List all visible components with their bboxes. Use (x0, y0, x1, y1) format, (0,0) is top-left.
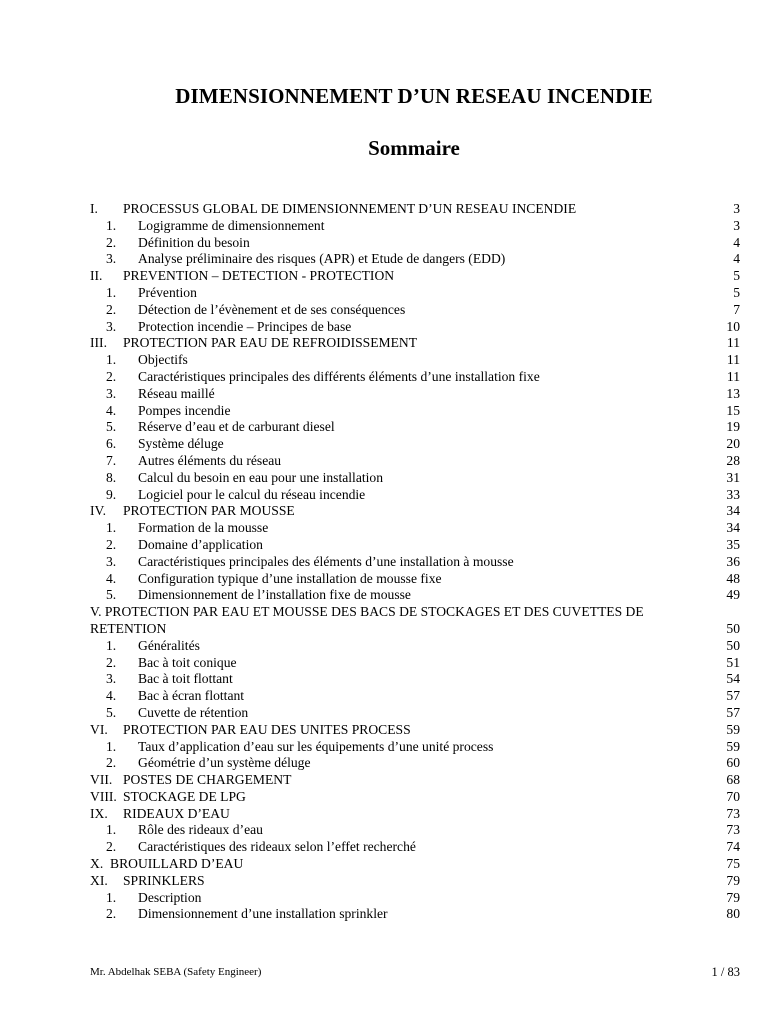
toc-entry (90, 201, 740, 218)
toc-entry-number: 5. (106, 704, 117, 720)
toc-entry-title: Autres éléments du réseau (138, 452, 282, 468)
toc-entry (90, 319, 740, 336)
toc-entry-page: 60 (726, 755, 740, 771)
toc-entry-page: 7 (733, 301, 740, 317)
toc-entry-number: 4. (106, 402, 117, 418)
toc-entry (90, 806, 740, 823)
toc-entry-page: 50 (726, 620, 740, 636)
toc-entry-number: VIII. (90, 788, 117, 804)
toc-entry-page: 5 (733, 284, 740, 300)
toc-entry-number: 2. (106, 654, 117, 670)
toc-entry-title: Bac à écran flottant (138, 688, 245, 704)
toc-entry-title: Dimensionnement de l’installation fixe de mousse (138, 587, 411, 603)
toc-entry-title: Géométrie d’un système déluge (138, 755, 311, 771)
toc-entry (90, 268, 740, 285)
toc-entry-title: Pompes incendie (138, 402, 231, 418)
toc-entry (90, 386, 740, 403)
toc-entry-page: 11 (726, 368, 740, 384)
toc-entry-number: 1. (106, 889, 117, 905)
toc-entry-title: RIDEAUX D’EAU (123, 805, 230, 821)
toc-entry-page: 4 (733, 234, 740, 250)
toc-entry-title: Logiciel pour le calcul du réseau incendie (138, 486, 366, 502)
toc-entry-title: Cuvette de rétention (138, 704, 249, 720)
toc-entry (90, 470, 740, 487)
toc-entry-page: 11 (726, 335, 740, 351)
toc-entry-page: 51 (726, 654, 740, 670)
toc-entry-number: III. (90, 335, 107, 351)
toc-entry-page: 57 (726, 688, 740, 704)
toc-entry (90, 856, 740, 873)
toc-entry-title: Réseau maillé (138, 385, 215, 401)
toc-entry (90, 503, 740, 520)
toc-entry-title: PREVENTION – DETECTION - PROTECTION (123, 268, 395, 284)
toc-entry-number: 3. (106, 318, 117, 334)
toc-entry (90, 235, 740, 252)
toc-entry-number: 5. (106, 587, 117, 603)
toc-entry-title: PROTECTION PAR EAU DE REFROIDISSEMENT (123, 335, 418, 351)
toc-entry (90, 419, 740, 436)
toc-entry-page: 35 (726, 536, 740, 552)
toc-entry-number: II. (90, 268, 103, 284)
toc-entry-number: 8. (106, 469, 117, 485)
toc-entry (90, 302, 740, 319)
toc-entry-number: VII. (90, 772, 113, 788)
toc-entry-title: Logigramme de dimensionnement (138, 217, 325, 233)
toc-entry-number: 1. (106, 637, 117, 653)
document-subtitle: Sommaire (368, 136, 460, 160)
toc-entry (90, 772, 740, 789)
toc-entry-page: 54 (726, 671, 740, 687)
toc-entry-number: 2. (106, 755, 117, 771)
toc-entry-title: Domaine d’application (138, 536, 263, 552)
toc-entry-page: 33 (726, 486, 740, 502)
toc-entry (90, 537, 740, 554)
toc-entry-number: XI. (90, 872, 108, 888)
toc-entry-page: 11 (726, 352, 740, 368)
toc-entry (90, 587, 740, 604)
toc-entry-page: 75 (726, 856, 740, 872)
footer-author: Mr. Abdelhak SEBA (Safety Engineer) (90, 966, 262, 978)
toc-entry-page: 79 (726, 872, 740, 888)
toc-entry-number: 3. (106, 553, 117, 569)
toc-entry-text (90, 604, 740, 638)
toc-entry-number: 1. (106, 822, 117, 838)
toc-entry-page: 68 (726, 772, 740, 788)
toc-entry-page: 80 (726, 906, 740, 922)
toc-entry-number: 2. (106, 368, 117, 384)
toc-entry (90, 822, 740, 839)
toc-entry (90, 755, 740, 772)
toc-entry (90, 369, 740, 386)
toc-entry-page: 34 (726, 503, 740, 519)
toc-entry-title: Taux d’application d’eau sur les équipements d’une unité process (138, 738, 494, 754)
toc-entry (90, 436, 740, 453)
toc-entry-number: IX. (90, 805, 108, 821)
toc-entry-title: Rôle des rideaux d’eau (138, 822, 263, 838)
toc-entry (90, 739, 740, 756)
toc-entry-title: PROTECTION PAR EAU ET MOUSSE DES BACS DE STOCKAGES ET DES CUVETTES DE (104, 604, 644, 620)
toc-entry-page: 15 (726, 402, 740, 418)
toc-entry-title: Formation de la mousse (138, 520, 269, 536)
toc-entry (90, 335, 740, 352)
toc-entry-title: PROTECTION PAR EAU DES UNITES PROCESS (123, 721, 411, 737)
toc-entry-number: 3. (106, 251, 117, 267)
toc-entry (90, 520, 740, 537)
toc-entry (90, 604, 740, 638)
toc-entry-page: 13 (726, 385, 740, 401)
toc-entry-title: Détection de l’évènement et de ses conséquences (138, 301, 406, 317)
toc-entry-title: Définition du besoin (138, 234, 250, 250)
toc-entry-page: 3 (733, 217, 740, 233)
toc-entry-title: Prévention (138, 284, 197, 300)
toc-entry-title: Protection incendie – Principes de base (138, 318, 352, 334)
toc-entry-title: Calcul du besoin en eau pour une installation (138, 469, 384, 485)
toc-entry (90, 839, 740, 856)
toc-entry-number: 1. (106, 352, 117, 368)
toc-entry-page: 73 (726, 822, 740, 838)
toc-entry-page: 50 (726, 637, 740, 653)
toc-entry (90, 705, 740, 722)
toc-entry-title-continued: RETENTION (90, 620, 167, 636)
toc-entry-number: X. (90, 856, 104, 872)
toc-entry-page: 36 (726, 553, 740, 569)
toc-entry (90, 873, 740, 890)
toc-entry-number: 2. (106, 301, 117, 317)
toc-entry (90, 671, 740, 688)
toc-entry-page: 31 (726, 469, 740, 485)
toc-entry-title: STOCKAGE DE LPG (123, 788, 246, 804)
toc-entry (90, 906, 740, 923)
toc-entry-title: Description (138, 889, 202, 905)
toc-entry-title: Configuration typique d’une installation de mousse fixe (138, 570, 442, 586)
toc-entry-title: Caractéristiques principales des éléments d’une installation à mousse (138, 553, 514, 569)
toc-entry-title: Dimensionnement d’une installation sprinkler (138, 906, 388, 922)
toc-entry-page: 28 (726, 452, 740, 468)
toc-entry-number: V. (90, 604, 102, 620)
toc-entry (90, 285, 740, 302)
toc-entry (90, 571, 740, 588)
toc-entry-page: 3 (733, 201, 740, 216)
toc-entry (90, 251, 740, 268)
toc-entry-number: 9. (106, 486, 117, 502)
toc-entry (90, 638, 740, 655)
toc-entry-page: 20 (726, 436, 740, 452)
toc-entry-number: 2. (106, 536, 117, 552)
toc-entry (90, 688, 740, 705)
toc-entry (90, 722, 740, 739)
toc-entry-number: 3. (106, 385, 117, 401)
toc-entry-number: 1. (106, 284, 117, 300)
toc-entry-page: 10 (726, 318, 740, 334)
toc-entry-number: VI. (90, 721, 108, 737)
toc-entry-page: 34 (726, 520, 740, 536)
toc-entry-number: 1. (106, 520, 117, 536)
toc-entry-title: SPRINKLERS (123, 872, 205, 888)
toc-entry-title: Généralités (138, 637, 200, 653)
toc-entry-number: 5. (106, 419, 117, 435)
toc-entry-page: 57 (726, 704, 740, 720)
footer-page-indicator: 1 / 83 (711, 965, 740, 979)
toc-entry-page: 4 (733, 251, 740, 267)
toc-entry (90, 453, 740, 470)
toc-entry-number: 7. (106, 452, 117, 468)
toc-entry-page: 48 (726, 570, 740, 586)
toc-entry-number: 1. (106, 217, 117, 233)
toc-entry-page: 19 (726, 419, 740, 435)
toc-entry-title: Bac à toit conique (138, 654, 237, 670)
toc-entry-page: 59 (726, 738, 740, 754)
toc-entry-title: Caractéristiques des rideaux selon l’effet recherché (138, 839, 416, 855)
toc-entry-title: PROTECTION PAR MOUSSE (123, 503, 295, 519)
document-title: DIMENSIONNEMENT D’UN RESEAU INCENDIE (175, 84, 653, 108)
toc-entry-title: Bac à toit flottant (138, 671, 233, 687)
toc-entry (90, 554, 740, 571)
toc-entry-number: 2. (106, 906, 117, 922)
toc-entry (90, 655, 740, 672)
table-of-contents (90, 201, 740, 923)
toc-entry-page: 49 (726, 587, 740, 603)
toc-entry-title: POSTES DE CHARGEMENT (123, 772, 292, 788)
toc-entry-title: Système déluge (138, 436, 224, 452)
toc-entry-number: 6. (106, 436, 117, 452)
toc-entry (90, 352, 740, 369)
toc-entry (90, 487, 740, 504)
toc-entry-title: BROUILLARD D’EAU (110, 856, 244, 872)
toc-entry-title: PROCESSUS GLOBAL DE DIMENSIONNEMENT D’UN RESEAU INCENDIE (123, 201, 577, 216)
toc-entry-number: IV. (90, 503, 106, 519)
toc-entry (90, 218, 740, 235)
toc-entry-page: 5 (733, 268, 740, 284)
toc-entry-number: 1. (106, 738, 117, 754)
toc-entry-page: 73 (726, 805, 740, 821)
toc-entry (90, 403, 740, 420)
toc-entry (90, 890, 740, 907)
toc-entry-number: 2. (106, 234, 117, 250)
toc-entry-title: Objectifs (138, 352, 188, 368)
toc-entry-number: 3. (106, 671, 117, 687)
toc-entry-number: 4. (106, 688, 117, 704)
toc-entry-page: 59 (726, 721, 740, 737)
toc-entry-page: 70 (726, 788, 740, 804)
toc-entry-number: I. (90, 201, 98, 216)
toc-entry-number: 2. (106, 839, 117, 855)
toc-entry (90, 789, 740, 806)
toc-entry-title: Analyse préliminaire des risques (APR) et Etude de dangers (EDD) (138, 251, 506, 267)
toc-entry-title: Caractéristiques principales des différents éléments d’une installation fixe (138, 368, 540, 384)
toc-entry-title: Réserve d’eau et de carburant diesel (138, 419, 335, 435)
toc-entry-page: 74 (726, 839, 740, 855)
toc-entry-number: 4. (106, 570, 117, 586)
toc-entry-page: 79 (726, 889, 740, 905)
